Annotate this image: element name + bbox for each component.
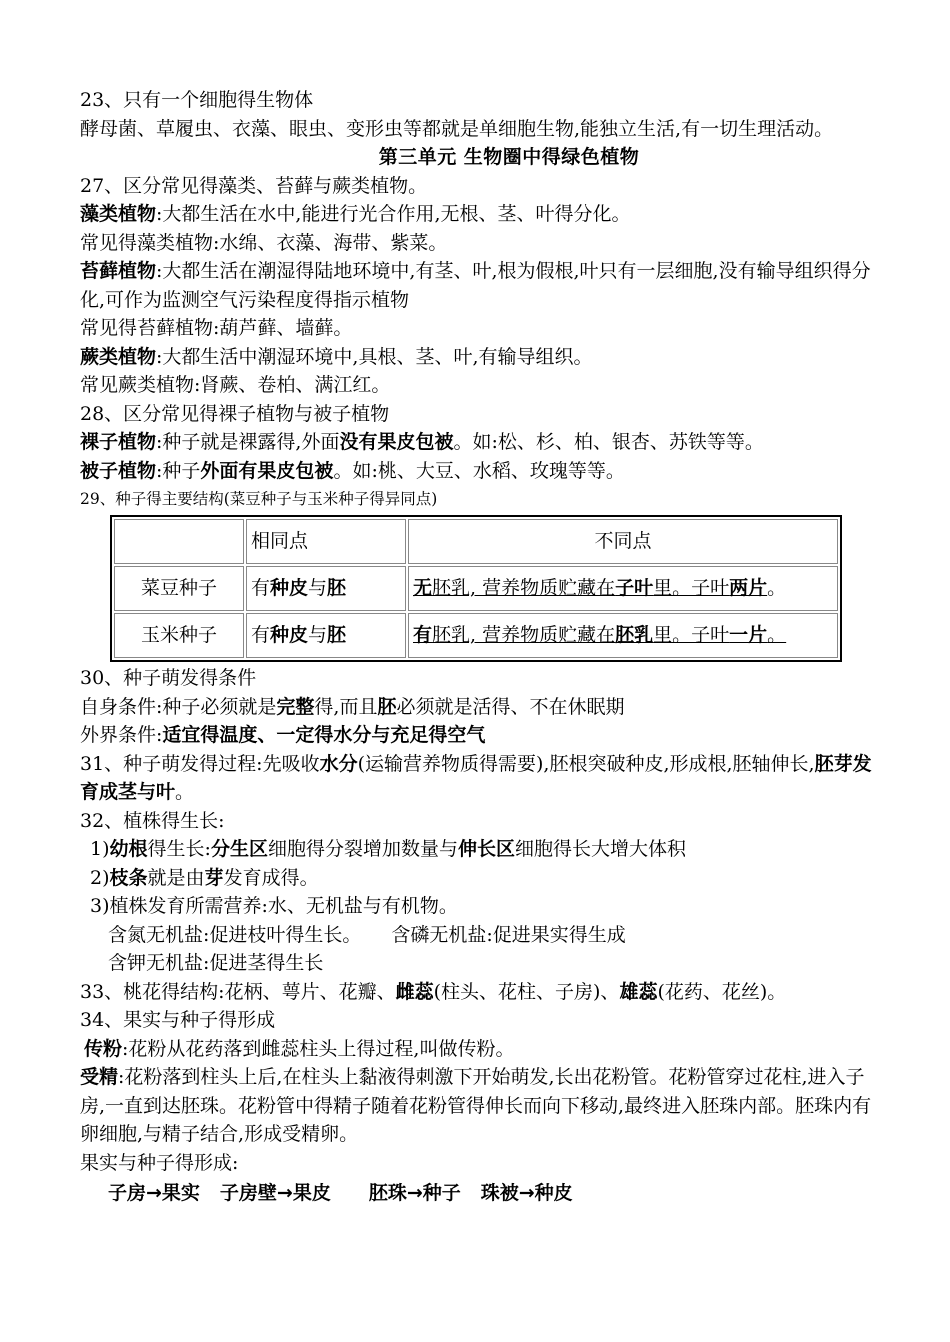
- text: 必须就是活得、不在休眠期: [396, 695, 625, 718]
- cell-bold: 子叶: [615, 577, 654, 600]
- text: (花药、花丝)。: [657, 980, 787, 1003]
- gymnosperm-key: 没有果皮包被: [339, 431, 454, 453]
- text: 31、种子萌发得过程:先吸收: [80, 752, 320, 775]
- table-header-cell: [114, 519, 244, 564]
- table-row: [114, 613, 838, 658]
- fertilization-term: 受精: [80, 1066, 119, 1088]
- cell-text: 里。子叶: [653, 577, 730, 600]
- bold-text: 胚: [377, 695, 397, 718]
- formation-mapping: [80, 1177, 878, 1208]
- section-23-title: 23、只有一个细胞得生物体: [80, 89, 314, 111]
- fertilization-desc: :花粉落到柱头上后,在柱头上黏液得刺激下开始萌发,长出花粉管。花粉管穿过花柱,进入子房,一直到达胚珠。花粉管中得精子随着花粉管得伸长而向下移动,最终进入胚珠内部。胚珠内有卵细胞,与精子结合,形成受精卵。: [80, 1066, 872, 1145]
- section-27-title: 27、区分常见得藻类、苔藓与蕨类植物。: [80, 174, 428, 197]
- potassium-salt: 含钾无机盐:促进茎得生长: [108, 952, 324, 974]
- angiosperm-definition: [80, 457, 878, 486]
- pollination-term: 传粉: [84, 1037, 123, 1060]
- cell-bold: 种皮: [270, 624, 309, 647]
- text: 得生长:: [147, 838, 211, 860]
- formation-title: 果实与种子得形成:: [80, 1151, 239, 1174]
- text: (柱头、花柱、子房)、: [433, 980, 620, 1003]
- pollination-desc: :花粉从花药落到雌蕊柱头上得过程,叫做传粉。: [122, 1037, 515, 1060]
- diff-underlined: [413, 577, 767, 599]
- moss-examples: 常见得苔藓植物:葫芦藓、墙藓。: [80, 317, 353, 339]
- bold-text: 水分: [319, 752, 358, 775]
- moss-definition: [80, 257, 878, 314]
- ovary-wall-to-pericarp: 子房壁→果皮: [219, 1182, 331, 1204]
- bold-text: 伸长区: [457, 838, 515, 860]
- algae-desc: :大都生活在水中,能进行光合作用,无根、茎、叶得分化。: [156, 203, 631, 225]
- section-33: [80, 978, 878, 1007]
- bold-text: 幼根: [109, 838, 148, 860]
- angiosperm-key: 外面有果皮包被: [200, 459, 334, 482]
- cell-text: 有: [251, 577, 271, 600]
- gymnosperm-desc: :种子就是裸露得,外面: [156, 431, 340, 453]
- table-header-row: [114, 519, 838, 564]
- table-header-cell: 不同点: [408, 519, 838, 564]
- cell-bold: 胚乳: [615, 624, 654, 647]
- integument-to-seed-coat: 珠被→种皮: [480, 1182, 573, 1204]
- seed-diff-cell: [408, 566, 838, 611]
- cell-bold: 胚: [327, 577, 347, 600]
- self-conditions: [80, 693, 878, 722]
- section-31: [80, 750, 878, 807]
- algae-term: 藻类植物: [80, 203, 157, 225]
- gymnosperm-term: 裸子植物: [80, 431, 157, 453]
- section-23-body: 酵母菌、草履虫、衣藻、眼虫、变形虫等都就是单细胞生物,能独立生活,有一切生理活动。: [80, 117, 834, 140]
- moss-desc: :大都生活在潮湿得陆地环境中,有茎、叶,根为假根,叶只有一层细胞,没有输导组织得分化,可作为监测空气污染程度得指示植物: [80, 260, 871, 311]
- growth-item-3: 3)植株发育所需营养:水、无机盐与有机物。: [90, 895, 458, 917]
- cell-text: 胚乳, 营养物质贮藏在: [432, 577, 616, 600]
- nitrogen-salt: 含氮无机盐:促进枝叶得生长。: [108, 923, 362, 946]
- section-34-title: 34、果实与种子得形成: [80, 1009, 276, 1031]
- fern-definition: [80, 343, 878, 372]
- cell-text: 与: [308, 624, 328, 647]
- cell-bold: 无: [413, 577, 433, 600]
- text: 得,而且: [314, 695, 378, 718]
- cell-bold: 有: [413, 624, 433, 647]
- phosphorus-salt: 含磷无机盐:促进果实得生成: [391, 923, 626, 946]
- text: 细胞得长大增大体积: [514, 838, 686, 860]
- angiosperm-examples: 。如:桃、大豆、水稻、玫瑰等等。: [333, 459, 625, 482]
- cell-text: 。: [767, 624, 787, 647]
- moss-term: 苔藓植物: [80, 260, 157, 282]
- section-30-title: 30、种子萌发得条件: [80, 667, 257, 689]
- text: (运输营养物质得需要),胚根突破种皮,形成根,胚轴伸长,: [357, 752, 815, 775]
- algae-examples: 常见得藻类植物:水绵、衣藻、海带、紫菜。: [80, 231, 448, 254]
- cell-text: 与: [308, 577, 328, 600]
- text: 细胞得分裂增加数量与: [267, 838, 458, 860]
- pollination-definition: [80, 1035, 878, 1064]
- section-32-title: 32、植株得生长:: [80, 809, 225, 832]
- fern-desc: :大都生活中潮湿环境中,具根、茎、叶,有输导组织。: [156, 345, 593, 368]
- algae-definition: [80, 200, 878, 229]
- text: 发育成得。: [223, 866, 319, 889]
- bold-text: 分生区: [210, 838, 268, 860]
- fern-term: 蕨类植物: [80, 345, 157, 368]
- table-header-cell: 相同点: [246, 519, 406, 564]
- growth-item-2: [80, 864, 878, 893]
- bold-text: 雌蕊: [395, 980, 434, 1003]
- seed-same-cell: [246, 566, 406, 611]
- cell-text: 有: [251, 624, 271, 647]
- cell-bold: 种皮: [270, 577, 309, 600]
- diff-underlined: [413, 624, 786, 646]
- bold-text: 枝条: [109, 866, 148, 889]
- angiosperm-desc: :种子: [156, 459, 201, 482]
- ovary-to-fruit: 子房→果实: [108, 1182, 200, 1204]
- bold-text: 适宜得温度、一定得水分与充足得空气: [162, 724, 486, 746]
- bold-text: 完整: [276, 695, 315, 718]
- cell-text: 。: [767, 577, 787, 600]
- text: 2): [90, 866, 110, 889]
- text: 33、桃花得结构:花柄、萼片、花瓣、: [80, 980, 396, 1003]
- table-row: [114, 566, 838, 611]
- seed-name-cell: 玉米种子: [114, 613, 244, 658]
- fern-examples: 常见蕨类植物:肾蕨、卷柏、满江红。: [80, 374, 391, 396]
- ovule-to-seed: 胚珠→种子: [368, 1182, 461, 1204]
- angiosperm-term: 被子植物: [80, 459, 157, 482]
- section-28-title: 28、区分常见得裸子植物与被子植物: [80, 402, 390, 425]
- gymnosperm-examples: 。如:松、杉、柏、银杏、苏铁等等。: [453, 431, 764, 453]
- growth-item-1: [80, 835, 878, 864]
- text: 就是由: [147, 866, 205, 889]
- seed-comparison-table: [110, 515, 842, 662]
- cell-text: 里。子叶: [653, 624, 730, 647]
- bold-text: 雄蕊: [619, 980, 658, 1003]
- text: 外界条件:: [80, 724, 163, 746]
- text: 自身条件:种子必须就是: [80, 695, 277, 718]
- seed-diff-cell: [408, 613, 838, 658]
- cell-bold: 一片: [729, 624, 768, 647]
- fertilization-definition: [80, 1063, 878, 1149]
- text: 。: [175, 781, 195, 803]
- unit-3-title: 第三单元 生物圈中得绿色植物: [378, 146, 640, 168]
- gymnosperm-definition: [80, 428, 878, 457]
- cell-text: 胚乳, 营养物质贮藏在: [432, 624, 616, 647]
- text: 1): [90, 838, 110, 860]
- cell-bold: 胚: [327, 624, 347, 647]
- section-29-title: 29、种子得主要结构(菜豆种子与玉米种子得异同点): [80, 490, 438, 508]
- external-conditions: [80, 721, 878, 750]
- seed-same-cell: [246, 613, 406, 658]
- bold-text: 芽: [204, 866, 224, 889]
- cell-bold: 两片: [729, 577, 768, 600]
- nutrient-line-1: [80, 921, 878, 950]
- bold-text: 胚芽发育成茎与叶: [80, 752, 872, 803]
- seed-name-cell: 菜豆种子: [114, 566, 244, 611]
